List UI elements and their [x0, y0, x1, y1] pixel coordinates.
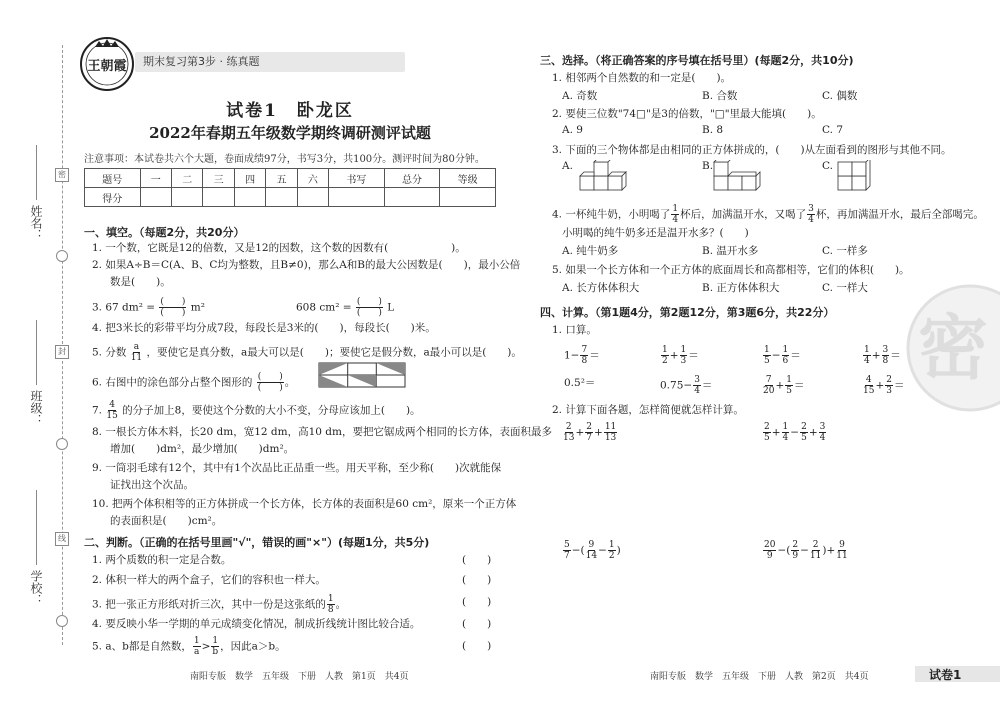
- fraction: $\frac{4}{15}$: [106, 400, 118, 421]
- strip-mark-mi: 密: [55, 168, 69, 182]
- s2-q3: 3. 把一张正方形纸对折三次，其中一份是这张纸的 $\frac{1}{8}$ 。: [92, 594, 347, 615]
- blank-fraction[interactable]: $\frac{( )}{( )}$: [160, 297, 186, 318]
- s1-q3a-text: 3. 67 dm² =: [92, 301, 156, 314]
- page-title: 试卷1 卧龙区: [226, 101, 354, 121]
- score-header-cell: 二: [172, 169, 203, 188]
- s3-q3-opt-c[interactable]: C.: [822, 160, 833, 172]
- s3-q3-opt-a[interactable]: A.: [562, 160, 573, 172]
- score-cell[interactable]: [384, 188, 440, 207]
- s3-q5-opt-c[interactable]: C. 一样大: [822, 282, 868, 294]
- seal-watermark: [900, 278, 1000, 418]
- brand-logo: [78, 35, 136, 93]
- score-header-cell: 等级: [440, 169, 496, 188]
- answer-paren[interactable]: ( ): [462, 618, 492, 630]
- school-label: 学校：: [29, 570, 43, 606]
- strip-mark-xian: 线: [55, 532, 69, 546]
- s3-q2-opt-c[interactable]: C. 7: [822, 124, 844, 136]
- calc-item: $\frac{4}{15}$ + $\frac{2}{3}$ ＝: [863, 375, 905, 396]
- s2-q2: 2. 体积一样大的两个盒子，它们的容积也一样大。: [92, 574, 326, 586]
- s3-q1-opt-a[interactable]: A. 奇数: [562, 90, 598, 102]
- s1-q2b: 数是( )。: [110, 276, 171, 288]
- section1-title: 一、填空。（每题2分，共20分）: [84, 226, 245, 239]
- s3-q5-opt-a[interactable]: A. 长方体体积大: [562, 282, 640, 294]
- s1-q7-text: 的分子加上8，要使这个分数的大小不变，分母应该加上( )。: [122, 404, 421, 417]
- calc-item: 0.75− $\frac{3}{4}$ ＝: [660, 375, 713, 396]
- section2-title: 二、判断。（正确的在括号里画"√"，错误的画"×"）(每题1分，共5分): [84, 536, 430, 549]
- s1-q3a-unit: m²: [190, 301, 205, 314]
- s1-q7: 7. $\frac{4}{15}$ 的分子加上8，要使这个分数的大小不变，分母应该加上( )。: [92, 400, 421, 421]
- score-header-cell: 题号: [85, 169, 141, 188]
- class-label: 班级：: [29, 390, 43, 426]
- s1-q6-text: 6. 右图中的涂色部分占整个图形的: [92, 376, 253, 389]
- calc-item: 0.5²＝: [564, 377, 596, 389]
- binding-hole: [56, 615, 68, 627]
- s1-q10b: 的表面积是( )cm²。: [110, 515, 223, 527]
- s1-q3a: [92, 297, 205, 318]
- score-cell[interactable]: [140, 188, 171, 207]
- page-subtitle: 2022年春期五年级数学期终调研测评试题: [149, 124, 431, 142]
- section3-title: 三、选择。（将正确答案的序号填在括号里）(每题2分，共10分): [540, 54, 854, 67]
- calc-expr: $\frac{2}{5}$ + $\frac{1}{4}$ − $\frac{2}{5}$ + $\frac{3}{4}$: [764, 422, 826, 443]
- s1-q9a: 9. 一筒羽毛球有12个，其中有1个次品比正品重一些。用天平称，至少称( )次就能保: [92, 462, 502, 474]
- s1-q1: 1. 一个数，它既是12的倍数，又是12的因数，这个数的因数有( )。: [92, 242, 466, 254]
- cube-figure-b: [712, 160, 762, 196]
- s3-q3-opt-b[interactable]: B.: [702, 160, 714, 172]
- name-field-line[interactable]: [36, 145, 37, 200]
- notice-text: 注意事项：本试卷共六个大题，卷面成绩97分，书写3分，共100分。测评时间为80分钟。: [84, 154, 485, 165]
- score-table-row: [85, 188, 496, 207]
- score-table-header: [85, 169, 496, 188]
- answer-paren[interactable]: ( ): [462, 596, 492, 608]
- calc-item: $\frac{7}{20}$ + $\frac{1}{5}$ ＝: [763, 375, 805, 396]
- score-table: [84, 168, 496, 207]
- s1-q3b-text: 608 cm² =: [296, 301, 352, 314]
- footer-right: 南阳专版 数学 五年级 下册 人教 第2页 共4页: [650, 672, 869, 682]
- school-field-line[interactable]: [36, 490, 37, 565]
- answer-paren[interactable]: ( ): [462, 640, 492, 652]
- s3-q1-opt-b[interactable]: B. 合数: [702, 90, 738, 102]
- score-header-cell: 三: [203, 169, 234, 188]
- score-header-cell: 六: [297, 169, 328, 188]
- shaded-figure: [318, 362, 406, 392]
- s3-q2: 2. 要使三位数"74□"是3的倍数，"□"里最大能填( )。: [552, 108, 822, 120]
- calc-expr: $\frac{2}{13}$ + $\frac{2}{7}$ + $\frac{11}{13}$: [563, 422, 617, 443]
- score-cell[interactable]: [266, 188, 297, 207]
- calc-item: $\frac{1}{4}$ + $\frac{3}{8}$ ＝: [864, 345, 901, 366]
- s1-q5-text: 5. 分数: [92, 346, 127, 359]
- score-row-label: 得分: [85, 188, 141, 207]
- cube-figure-a: [578, 160, 628, 196]
- cube-figure-c: [836, 160, 876, 196]
- s1-q9b: 证找出这个次品。: [110, 479, 194, 491]
- s1-q10a: 10. 把两个体积相等的正方体拼成一个长方体，长方体的表面积是60 cm²，原来一个正方体: [92, 498, 517, 510]
- s1-q4: 4. 把3米长的彩带平均分成7段，每段长是3米的( )，每段长( )米。: [92, 322, 436, 334]
- s1-q3b-unit: L: [387, 301, 395, 314]
- blank-fraction[interactable]: $\frac{( )}{( )}$: [356, 297, 382, 318]
- score-header-cell: 书写: [329, 169, 385, 188]
- calc-item: $\frac{1}{5}$ − $\frac{1}{6}$ ＝: [764, 345, 801, 366]
- s3-q2-opt-b[interactable]: B. 8: [702, 124, 724, 136]
- s3-q3: 3. 下面的三个物体都是由相同的正方体拼成的，( )从左面看到的图形与其他不同。: [552, 144, 952, 156]
- s3-q1-opt-c[interactable]: C. 偶数: [822, 90, 858, 102]
- fraction: $\frac{a}{11}$: [130, 342, 143, 363]
- s3-q2-opt-a[interactable]: A. 9: [562, 124, 583, 136]
- seal-text: 密: [918, 307, 988, 389]
- score-cell[interactable]: [329, 188, 385, 207]
- section4-title: 四、计算。（第1题4分，第2题12分，第3题6分，共22分）: [540, 306, 835, 319]
- s3-q4-opt-b[interactable]: B. 温开水多: [702, 245, 759, 257]
- calc-item: $\frac{1}{2}$ + $\frac{1}{3}$ ＝: [662, 345, 699, 366]
- score-cell[interactable]: [172, 188, 203, 207]
- logo-text: 王朝霞: [87, 59, 127, 74]
- s3-q1: 1. 相邻两个自然数的和一定是( )。: [552, 72, 732, 84]
- binding-hole: [56, 438, 68, 450]
- score-cell[interactable]: [234, 188, 265, 207]
- s3-q5: 5. 如果一个长方体和一个正方体的底面周长和高都相等，它们的体积( )。: [552, 264, 910, 276]
- score-header-cell: 总分: [384, 169, 440, 188]
- s4-sub1: 1. 口算。: [552, 324, 597, 336]
- footer-tag-text: 试卷1: [929, 668, 962, 682]
- s1-q3b: [296, 297, 394, 318]
- score-header-cell: 四: [234, 169, 265, 188]
- s1-q5-rest: ，要使它是真分数，a最大可以是( )；要使它是假分数，a最小可以是( )。: [146, 346, 522, 359]
- answer-paren[interactable]: ( ): [462, 574, 492, 586]
- score-cell[interactable]: [297, 188, 328, 207]
- strip-mark-feng: 封: [55, 345, 69, 359]
- calc-expr: $\frac{20}{9}$ −( $\frac{2}{9}$ − $\frac{2}{11}$ )+ $\frac{9}{11}$: [764, 540, 848, 561]
- s4-sub2: 2. 计算下面各题，怎样简便就怎样计算。: [552, 404, 744, 416]
- s1-q8a: 8. 一根长方体木料，长20 dm，宽12 dm，高10 dm，要把它锯成两个相同的长方体，表面积最多: [92, 426, 552, 438]
- s2-q1: 1. 两个质数的积一定是合数。: [92, 554, 232, 566]
- s1-q8b: 增加( )dm²，最少增加( )dm²。: [110, 443, 295, 455]
- s3-q4d: 小明喝的纯牛奶多还是温开水多？( ): [562, 227, 749, 239]
- footer-tag: [915, 666, 1000, 682]
- score-header-cell: 五: [266, 169, 297, 188]
- score-header-cell: 一: [140, 169, 171, 188]
- s3-q5-opt-b[interactable]: B. 正方体体积大: [702, 282, 780, 294]
- fraction: $\frac{1}{8}$: [327, 594, 334, 615]
- blank-fraction[interactable]: $\frac{( )}{( )}$: [257, 372, 283, 393]
- answer-paren[interactable]: ( ): [462, 554, 492, 566]
- score-cell[interactable]: [203, 188, 234, 207]
- banner: 期末复习第3步 · 练真题: [135, 52, 405, 72]
- s3-q4-opt-c[interactable]: C. 一样多: [822, 245, 868, 257]
- s1-q5: [92, 342, 522, 363]
- binding-hole: [56, 250, 68, 262]
- s3-q4-opt-a[interactable]: A. 纯牛奶多: [562, 245, 619, 257]
- name-label: 姓名：: [29, 205, 43, 241]
- footer-left: 南阳专版 数学 五年级 下册 人教 第1页 共4页: [190, 672, 409, 682]
- s1-q2a: 2. 如果A÷B＝C(A、B、C均为整数，且B≠0)，那么A和B的最大公因数是( )，最小公倍: [92, 259, 521, 271]
- score-cell[interactable]: [440, 188, 496, 207]
- class-field-line[interactable]: [36, 320, 37, 385]
- s2-q4: 4. 要反映小华一学期的单元成绩变化情况，制成折线统计图比较合适。: [92, 618, 421, 630]
- calc-expr: $\frac{5}{7}$ −( $\frac{9}{14}$ − $\frac{1}{2}$ ): [564, 540, 621, 561]
- s2-q5: 5. a、b都是自然数， $\frac{1}{a}$ > $\frac{1}{b}$ ，因此a＞b。: [92, 636, 286, 657]
- s3-q4: 4. 一杯纯牛奶，小明喝了 $\frac{1}{4}$ 杯后，加满温开水，又喝了 $\frac{3}{4}$ 杯，再加满温开水，最后全部喝完。: [552, 204, 984, 225]
- binding-strip: [0, 0, 70, 708]
- s1-q6: 6. 右图中的涂色部分占整个图形的 $\frac{( )}{( )}$ 。: [92, 372, 296, 393]
- calc-item: 1− $\frac{7}{8}$ ＝: [564, 345, 600, 366]
